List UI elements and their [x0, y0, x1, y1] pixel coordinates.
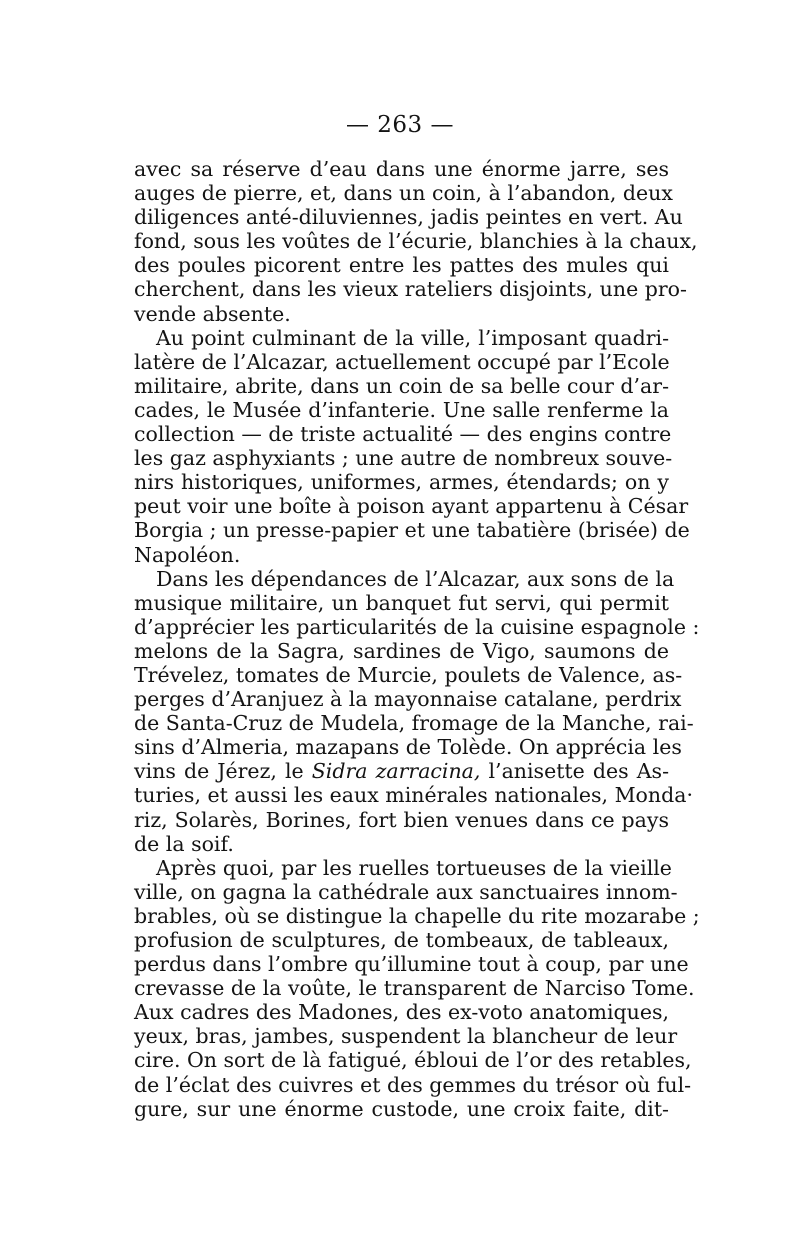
text-line: melons de la Sagra, sardines de Vigo, saumons de — [134, 638, 669, 663]
text-line: de Santa-Cruz de Mudela, fromage de la Manche, rai- — [134, 711, 694, 736]
text-line: perdus dans l’ombre qu’illumine tout à coup, par une — [134, 952, 689, 977]
text-line: Trévelez, tomates de Murcie, poulets de Valence, as- — [134, 662, 683, 687]
text-line: les gaz asphyxiants ; une autre de nombreux souve- — [134, 446, 673, 471]
text-line: Napoléon. — [134, 542, 241, 567]
text-line: cherchent, dans les vieux rateliers disjoints, une pro- — [134, 277, 687, 302]
text-line: militaire, abrite, dans un coin de sa belle cour d’ar- — [134, 373, 669, 398]
text-segment: vins de Jérez, le — [134, 759, 312, 784]
text-line: d’apprécier les particularités de la cuisine espagnole : — [134, 614, 700, 639]
text-segment: l’anisette des As- — [480, 759, 670, 784]
text-line — [134, 759, 669, 783]
text-line: Dans les dépendances de l’Alcazar, aux sons de la — [156, 566, 675, 591]
text-line: collection — de triste actualité — des engins contre — [134, 422, 672, 447]
text-line: Après quoi, par les ruelles tortueuses de la vieille — [156, 855, 672, 880]
text-line: yeux, bras, jambes, suspendent la blancheur de leur — [134, 1024, 678, 1049]
text-line: avec sa réserve d’eau dans une énorme jarre, ses — [134, 157, 669, 181]
text-line: latère de l’Alcazar, actuellement occupé par l’Ecole — [134, 349, 670, 374]
text-line: riz, Solarès, Borines, fort bien venues dans ce pays — [134, 807, 669, 832]
text-line: Au point culminant de la ville, l’imposant quadri- — [156, 325, 669, 350]
text-line: nirs historiques, uniformes, armes, étendards; on y — [134, 470, 669, 495]
text-line: de la soif. — [134, 831, 234, 856]
text-line: vende absente. — [134, 301, 291, 326]
text-line: peut voir une boîte à poison ayant appartenu à César — [134, 494, 689, 519]
text-line: sins d’Almeria, mazapans de Tolède. On apprécia les — [134, 735, 682, 760]
text-line: gure, sur une énorme custode, une croix faite, dit- — [134, 1096, 669, 1121]
text-line: Aux cadres des Madones, des ex-voto anatomiques, — [134, 1000, 670, 1025]
text-line: cades, le Musée d’infanterie. Une salle renferme la — [134, 397, 669, 422]
body-text — [134, 157, 700, 1121]
page-number: — 263 — — [345, 112, 455, 138]
text-line: profusion de sculptures, de tombeaux, de tableaux, — [134, 928, 669, 952]
text-line: brables, où se distingue la chapelle du rite mozarabe ; — [134, 903, 700, 928]
text-line: de l’éclat des cuivres et des gemmes du trésor où ful- — [134, 1072, 692, 1097]
text-line: fond, sous les voûtes de l’écurie, blanchies à la chaux, — [134, 229, 698, 254]
text-line: perges d’Aranjuez à la mayonnaise catalane, perdrix — [134, 687, 682, 712]
text-line: diligences anté-diluviennes, jadis peintes en vert. Au — [134, 205, 683, 230]
text-line: ville, on gagna la cathédrale aux sanctuaires innom- — [134, 879, 678, 904]
text-line: musique militaire, un banquet fut servi, qui permit — [134, 590, 669, 615]
text-line: cire. On sort de là fatigué, ébloui de l’or des retables, — [134, 1048, 692, 1073]
text-line: Borgia ; un presse-papier et une tabatière (brisée) de — [134, 518, 690, 543]
text-line: auges de pierre, et, dans un coin, à l’abandon, deux — [134, 181, 673, 206]
italic-title: Sidra zarracina, — [311, 759, 481, 784]
text-line: des poules picorent entre les pattes des mules qui — [134, 253, 669, 278]
text-line: crevasse de la voûte, le transparent de Narciso Tome. — [134, 976, 695, 1001]
text-line: turies, et aussi les eaux minérales nationales, Monda· — [134, 783, 693, 808]
